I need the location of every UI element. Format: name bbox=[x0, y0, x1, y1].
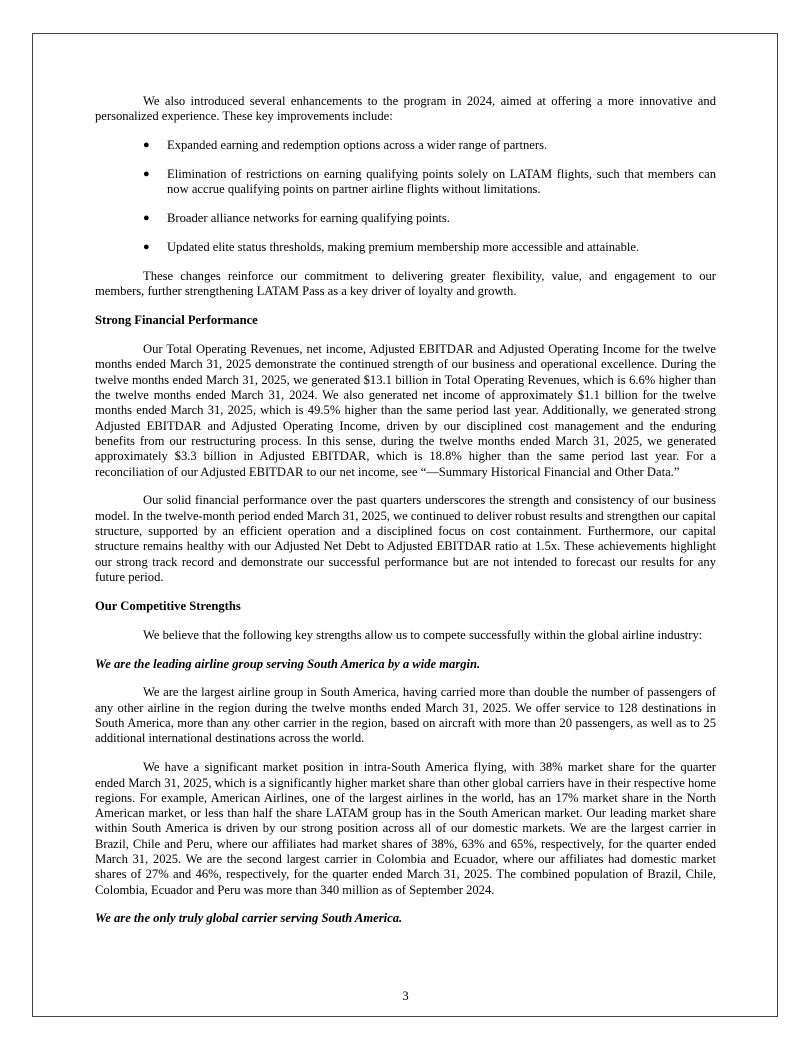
bullet-icon: ● bbox=[143, 168, 150, 181]
improvements-list bbox=[95, 138, 716, 255]
strengths-intro: We believe that the following key strengths allow us to compete successfully within the global airline industry: bbox=[143, 627, 703, 642]
page-number: 3 bbox=[402, 989, 409, 1003]
list-item-text: Expanded earning and redemption options across a wider range of partners. bbox=[167, 138, 548, 153]
financial-paragraph-1: Our Total Operating Revenues, net income, Adjusted EBITDAR and Adjusted Operating Income for the twelve months ended March 31, 2025 demonstrate the continued strength of our business and operational excellence. During the twelve months ended March 31, 2025, we generated $13.1 billion in Total Operating Revenues, which is 6.6% higher than the twelve months ended March 31, 2024. We also generated net income of approximately $1.1 billion for the twelve months ended March 31, 2025, which is 49.5% higher than the same period last year. Additionally, we generated strong Adjusted EBITDAR and Adjusted Operating Income, driven by our disciplined cost management and the enduring benefits from our restructuring process. In this sense, during the twelve months ended March 31, 2025, we generated approximately $3.3 billion in Adjusted EBITDAR, which is 18.8% higher than the same period last year. For a reconciliation of our Adjusted EBITDAR to our net income, see “—Summary Historical Financial and Other Data.” bbox=[95, 342, 716, 479]
document-body bbox=[95, 94, 716, 940]
strengths-heading: Our Competitive Strengths bbox=[95, 598, 241, 613]
strength-subheading-1: We are the leading airline group serving South America by a wide margin. bbox=[95, 656, 481, 671]
strength-subheading-2: We are the only truly global carrier serving South America. bbox=[95, 911, 403, 926]
strength-1-paragraph-2: We have a significant market position in intra-South America flying, with 38% market share for the quarter ended March 31, 2025, which is a significantly higher market share than other global carriers have in their respective home regions. For example, American Airlines, one of the largest airlines in the world, has an 17% market share in the North American market, or less than half the share LATAM group has in the South American market. Our leading market share within South America is driven by our strong position across all of our domestic markets. We are the largest carrier in Brazil, Chile and Peru, where our affiliates had market shares of 38%, 63% and 65%, respectively, for the quarter ended March 31, 2025. We are the second largest carrier in Colombia and Ecuador, where our affiliates had domestic market shares of 27% and 46%, respectively, for the quarter ended March 31, 2025. The combined population of Brazil, Chile, Colombia, Ecuador and Peru was more than 340 million as of September 2024. bbox=[95, 760, 716, 897]
bullet-icon: ● bbox=[143, 212, 150, 225]
list-item bbox=[143, 211, 716, 226]
bullet-icon: ● bbox=[143, 139, 150, 152]
list-item-text: Updated elite status thresholds, making premium membership more accessible and attainable. bbox=[167, 240, 640, 255]
list-item-text: Elimination of restrictions on earning qualifying points solely on LATAM flights, such that members can now accrue qualifying points on partner airline flights without limitations. bbox=[167, 167, 716, 197]
financial-heading: Strong Financial Performance bbox=[95, 313, 258, 328]
list-item-text: Broader alliance networks for earning qualifying points. bbox=[167, 211, 450, 226]
list-item bbox=[143, 138, 716, 153]
bullet-icon: ● bbox=[143, 241, 150, 254]
changes-paragraph: These changes reinforce our commitment to delivering greater flexibility, value, and engagement to our members, further strengthening LATAM Pass as a key driver of loyalty and growth. bbox=[95, 269, 716, 299]
strength-1-paragraph-1: We are the largest airline group in South America, having carried more than double the number of passengers of any other airline in the region during the twelve months ended March 31, 2025. We offer service to 128 destinations in South America, more than any other carrier in the region, based on aircraft with more than 20 passengers, as well as to 25 additional international destinations across the world. bbox=[95, 685, 716, 746]
intro-paragraph: We also introduced several enhancements to the program in 2024, aimed at offering a more innovative and personalized experience. These key improvements include: bbox=[95, 94, 716, 124]
financial-paragraph-2: Our solid financial performance over the past quarters underscores the strength and consistency of our business model. In the twelve-month period ended March 31, 2025, we continued to deliver robust results and strengthen our capital structure, supported by an efficient operation and a disciplined focus on cost containment. Furthermore, our capital structure remains healthy with our Adjusted Net Debt to Adjusted EBITDAR ratio at 1.5x. These achievements highlight our strong track record and demonstrate our successful performance but are not intended to forecast our results for any future period. bbox=[95, 493, 716, 584]
list-item bbox=[143, 167, 716, 198]
list-item bbox=[143, 240, 716, 255]
